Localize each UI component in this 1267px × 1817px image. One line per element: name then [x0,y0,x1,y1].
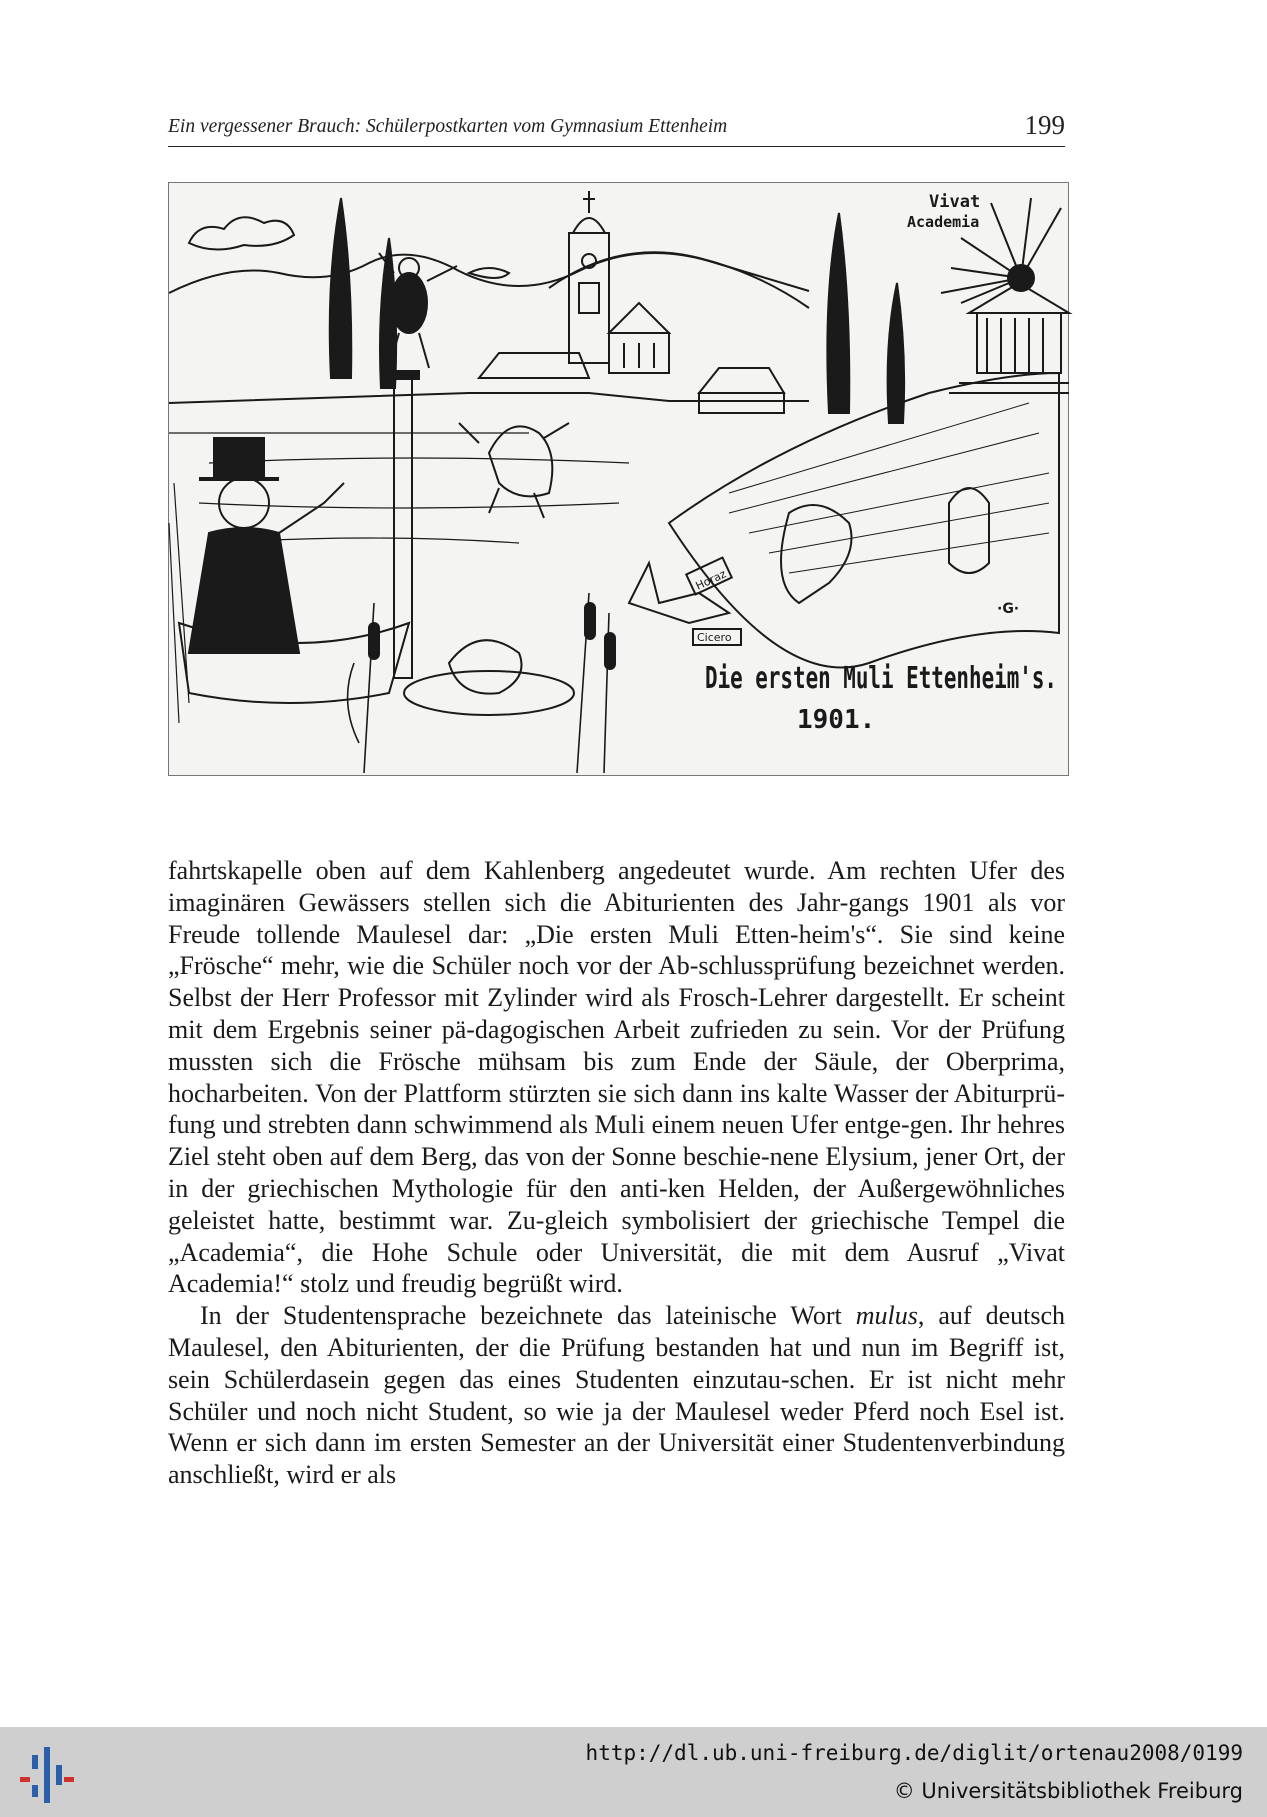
cloud-left [189,217,294,249]
handwritten-caption: Die ersten Muli Ettenheim's. [705,661,1057,696]
book-horaz [686,558,732,595]
paragraph-2-end: , auf deutsch Maulesel, den Abiturienten, der die Prüfung bestanden hat und nun im Begriff ist, sein Schülerdasein gegen das eines Studenten einzutau-schen. Er ist nicht mehr Schüler und noch nicht Student, so wie ja der Maulesel weder Pferd noch Esel ist. Wenn er sich dann im ersten Semester an der Universität einer Studentenverbindung anschließt, wird er als [168,1301,1065,1490]
cypress-left [330,198,352,378]
term-mulus: mulus [855,1301,918,1331]
postcard-illustration [168,182,1069,776]
running-header [168,110,1065,147]
running-title: Ein vergessener Brauch: Schülerpostkarten vom Gymnasium Ettenheim [168,116,728,137]
copyright-notice: © Universitätsbibliothek Freiburg [893,1779,1243,1803]
handwritten-vivat: Vivat [929,192,981,212]
handwritten-year: 1901. [797,705,876,735]
permalink-url[interactable]: http://dl.ub.uni-freiburg.de/diglit/ortenau2008/0199 [585,1741,1243,1765]
book-label-horaz: Horaz [693,567,729,593]
body-text [168,855,1065,1491]
right-bank [669,373,1059,668]
cloud-mid [469,268,509,278]
teacher-frog [169,438,409,723]
paragraph-1: fahrtskapelle oben auf dem Kahlenberg angedeutet wurde. Am rechten Ufer des imaginären Gewässers stellen sich die Abiturienten des Jahr-gangs 1901 als vor Freude tollende Maulesel dar: „Die ersten Muli Etten-heim's“. Sie sind keine „Frösche“ mehr, wie die Schüler noch vor der Ab-schlussprüfung bezeichnet werden. Selbst der Herr Professor mit Zylinder wird als Frosch-Lehrer dargestellt. Er scheint mit dem Ergebnis seiner pä-dagogischen Arbeit zufrieden zu sein. Vor der Prüfung mussten sich die Frösche mühsam bis zum Ende der Säule, der Oberprima, hocharbeiten. Von der Plattform stürzten sie sich dann ins kalte Wasser der Abiturprü-fung und strebten dann schwimmend als Muli einem neuen Ufer entge-gen. Ihr hehres Ziel steht oben auf dem Berg, das von der Sonne beschie-nene Elysium, jener Ort, der in der griechischen Mythologie für den anti-ken Helden, der Außergewöhnliches geleistet hatte, bestimmt war. Zu-gleich symbolisiert der griechische Tempel die „Academia“, die Hohe Schule oder Universität, die mit dem Ausruf „Vivat Academia!“ stolz und freudig begrüßt wird. [168,856,1065,1299]
column [394,378,412,678]
frog-on-lilypad [404,640,574,715]
river-wall [169,393,809,403]
book-cicero [693,629,741,645]
cypress-right [827,213,849,413]
diving-frog [459,423,569,518]
mule-figures [629,488,989,623]
book-label-cicero: Cicero [697,631,732,644]
page-number: 199 [1024,110,1065,140]
footer-bar [0,1727,1267,1817]
ub-freiburg-logo [14,1741,84,1811]
hills-line [169,253,809,293]
handwritten-academia: Academia [907,213,980,231]
paragraph-2 [168,1300,1065,1491]
paragraph-2-start: In der Studentensprache bezeichnete das lateinische Wort [200,1301,856,1331]
church-drawing [569,191,669,373]
artist-signature: ∙G∙ [997,601,1020,617]
